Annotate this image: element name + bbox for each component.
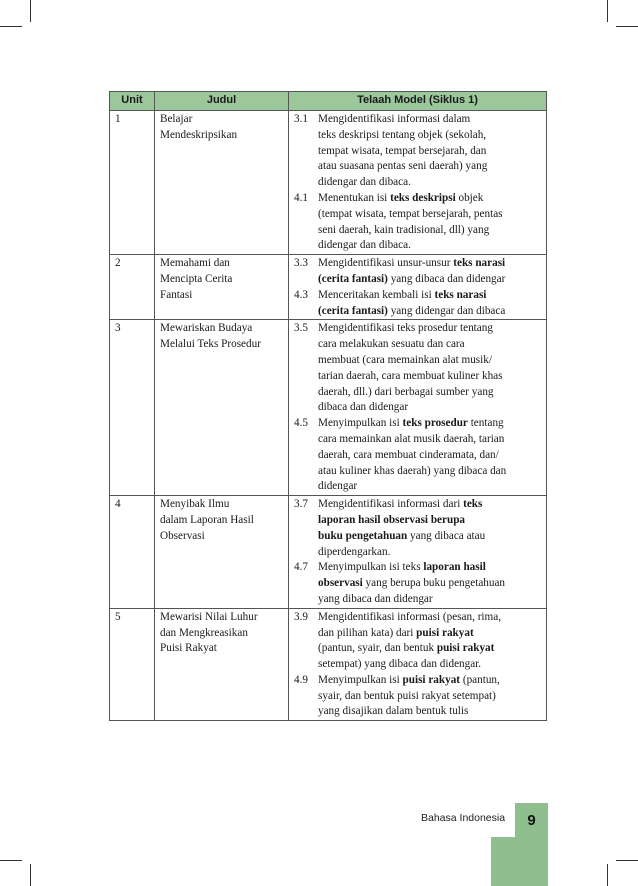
- competency-number: 4.7: [294, 561, 308, 574]
- unit-number: 4: [110, 496, 155, 609]
- header-unit: Unit: [110, 92, 155, 111]
- unit-title: Memahami dan Mencipta Cerita Fantasi: [155, 255, 289, 320]
- competency-number: 3.7: [294, 498, 308, 511]
- unit-number: 1: [110, 111, 155, 255]
- crop-mark: [30, 864, 31, 886]
- competency-text: Menyimpulkan isi teks laporan hasil observasi yang berupa buku pengetahuan yang dibaca dan didengar: [318, 561, 506, 605]
- crop-mark: [616, 860, 638, 861]
- competency-item: [294, 560, 541, 607]
- syllabus-table: [109, 91, 547, 721]
- competency-cell: [289, 255, 547, 320]
- table-body: [110, 111, 547, 721]
- crop-mark: [616, 26, 638, 27]
- competency-cell: [289, 320, 547, 496]
- competency-item: [294, 321, 541, 416]
- crop-mark: [0, 860, 22, 861]
- unit-number: 2: [110, 255, 155, 320]
- header-judul: Judul: [155, 92, 289, 111]
- competency-item: [294, 416, 541, 495]
- competency-text: Mengidentifikasi informasi dari teks laporan hasil observasi berupa buku pengetahuan yang dibaca atau diperdengarkan.: [318, 498, 486, 558]
- unit-number: 5: [110, 608, 155, 721]
- competency-number: 3.1: [294, 113, 308, 125]
- competency-number: 4.1: [294, 191, 308, 204]
- table-row: [110, 320, 547, 496]
- unit-title: Menyibak Ilmu dalam Laporan Hasil Observasi: [155, 496, 289, 609]
- table-header-row: [110, 92, 547, 111]
- competency-text: Mengidentifikasi informasi (pesan, rima, dan pilihan kata) dari puisi rakyat (pantun, syair, dan bentuk puisi rakyat setempat) yang dibaca dan didengar.: [318, 610, 501, 671]
- competency-item: [294, 191, 541, 254]
- competency-text: Menceritakan kembali isi teks narasi (cerita fantasi) yang didengar dan dibaca: [318, 288, 506, 317]
- competency-number: 3.5: [294, 322, 308, 335]
- competency-number: 4.9: [294, 673, 308, 686]
- competency-item: [294, 256, 541, 288]
- competency-cell: [289, 608, 547, 721]
- book-title: Bahasa Indonesia: [421, 812, 506, 824]
- unit-title: Belajar Mendeskripsikan: [155, 111, 289, 255]
- competency-number: 3.3: [294, 257, 308, 270]
- unit-title: Mewarisi Nilai Luhur dan Mengkreasikan Puisi Rakyat: [155, 608, 289, 721]
- crop-mark: [0, 26, 22, 27]
- decorative-strip: [491, 837, 548, 886]
- unit-number: 3: [110, 320, 155, 496]
- competency-text: Mengidentifikasi teks prosedur tentang cara melakukan sesuatu dan cara membuat (cara memainkan alat musik/ tarian daerah, cara membuat kuliner khas daerah, dll.) dari berbagai sumber yang dibaca dan didengar: [318, 322, 503, 414]
- header-telaah-model: Telaah Model (Siklus 1): [289, 92, 547, 111]
- competency-text: Mengidentifikasi unsur-unsur teks narasi (cerita fantasi) yang dibaca dan didengar: [318, 257, 506, 285]
- competency-text: Menyimpulkan isi teks prosedur tentang cara memainkan alat musik daerah, tarian daerah, cara membuat cinderamata, dan/ atau kuliner khas daerah) yang dibaca dan didengar: [318, 417, 507, 493]
- table-row: [110, 255, 547, 320]
- competency-cell: [289, 111, 547, 255]
- competency-number: 4.3: [294, 288, 308, 301]
- competency-item: [294, 288, 541, 320]
- table-row: [110, 111, 547, 255]
- crop-mark: [607, 0, 608, 22]
- table-row: [110, 608, 547, 721]
- page-number: 9: [515, 803, 548, 837]
- competency-item: [294, 610, 541, 673]
- table-row: [110, 496, 547, 609]
- competency-text: Mengidentifikasi informasi dalam teks deskripsi tentang objek (sekolah, tempat wisata, tempat bersejarah, dan atau suasana pentas seni daerah) yang didengar dan dibaca.: [318, 113, 488, 189]
- competency-number: 4.5: [294, 417, 308, 430]
- competency-item: [294, 497, 541, 560]
- unit-title: Mewariskan Budaya Melalui Teks Prosedur: [155, 320, 289, 496]
- competency-item: [294, 112, 541, 191]
- competency-item: [294, 673, 541, 720]
- competency-text: Menyimpulkan isi puisi rakyat (pantun, syair, dan bentuk puisi rakyat setempat) yang disajikan dalam bentuk tulis: [318, 673, 500, 718]
- competency-text: Menentukan isi teks deskripsi objek (tempat wisata, tempat bersejarah, pentas seni daerah, kain tradisional, dll) yang didengar dan dibaca.: [318, 191, 503, 252]
- crop-mark: [30, 0, 31, 22]
- crop-mark: [607, 864, 608, 886]
- competency-number: 3.9: [294, 610, 308, 623]
- competency-cell: [289, 496, 547, 609]
